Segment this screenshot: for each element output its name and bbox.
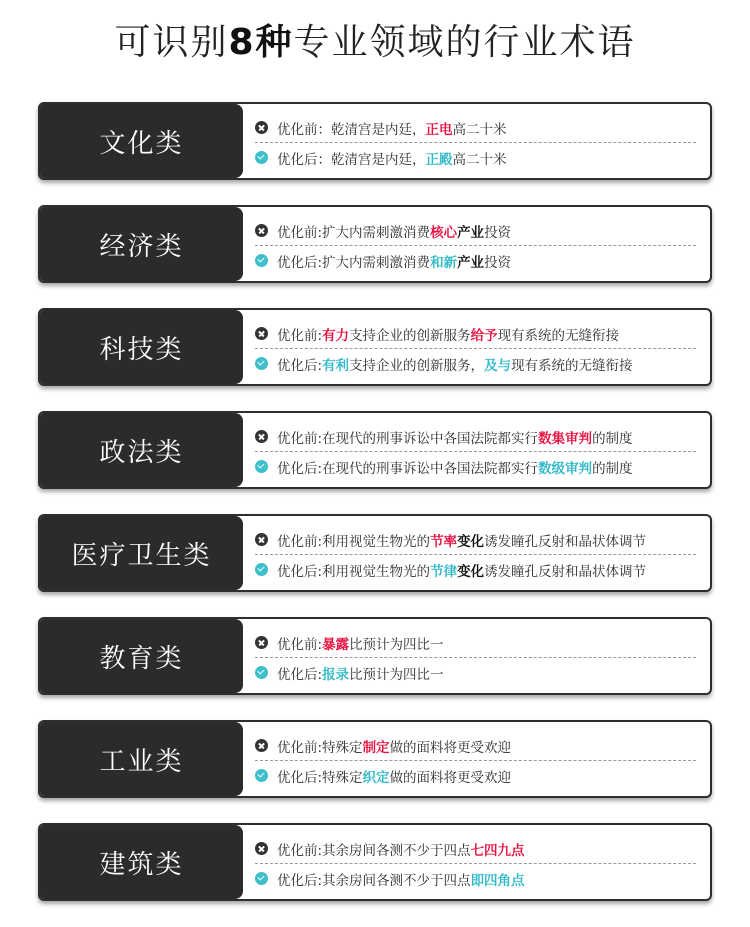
before-line bbox=[255, 113, 696, 143]
check-circle-icon bbox=[255, 460, 268, 473]
check-circle-icon bbox=[255, 254, 268, 267]
before-line bbox=[255, 731, 696, 761]
example-lines bbox=[255, 834, 696, 893]
example-lines bbox=[255, 525, 696, 584]
title-post: 专业领域的行业术语 bbox=[293, 22, 636, 63]
text-segment: 优化前: bbox=[277, 636, 323, 653]
text-segment: 比预计为四比一 bbox=[349, 666, 444, 683]
after-line bbox=[255, 452, 696, 481]
check-circle-icon bbox=[255, 563, 268, 576]
text-segment: 诱发瞳孔反射和晶状体调节 bbox=[484, 563, 647, 580]
text-segment: 现有系统的无缝衔接 bbox=[511, 357, 633, 374]
text-segment: 变化 bbox=[457, 533, 485, 550]
example-lines bbox=[255, 422, 696, 481]
after-line bbox=[255, 864, 696, 893]
category-list bbox=[38, 102, 712, 926]
text-segment: 优化前:扩大内需刺激消费 bbox=[277, 224, 431, 241]
text-segment: 优化后：乾清宫是内廷， bbox=[277, 151, 426, 168]
corrected-term: 节律 bbox=[430, 563, 458, 580]
example-lines bbox=[255, 113, 696, 172]
category-card bbox=[38, 102, 712, 180]
text-segment: 支持企业的创新服务 bbox=[349, 327, 471, 344]
text-segment: 优化后:在现代的刑事诉讼中各国法院都实行 bbox=[277, 460, 539, 477]
text-segment: 优化前:在现代的刑事诉讼中各国法院都实行 bbox=[277, 430, 539, 447]
error-term: 有力 bbox=[322, 327, 350, 344]
check-circle-icon bbox=[255, 666, 268, 679]
category-label: 建筑类 bbox=[40, 825, 243, 899]
text-segment: 做的面料将更受欢迎 bbox=[389, 739, 512, 756]
example-lines bbox=[255, 319, 696, 378]
category-card bbox=[38, 411, 712, 489]
text-segment: 的制度 bbox=[592, 460, 633, 477]
x-circle-icon bbox=[255, 121, 268, 134]
x-circle-icon bbox=[255, 533, 268, 546]
category-card bbox=[38, 205, 712, 283]
corrected-term: 和新 bbox=[430, 254, 458, 271]
x-circle-icon bbox=[255, 430, 268, 443]
text-segment: 优化后: bbox=[277, 357, 323, 374]
text-segment: 优化后:扩大内需刺激消费 bbox=[277, 254, 431, 271]
category-label: 教育类 bbox=[40, 619, 243, 693]
x-circle-icon bbox=[255, 327, 268, 340]
category-card bbox=[38, 823, 712, 901]
before-line bbox=[255, 525, 696, 555]
x-circle-icon bbox=[255, 224, 268, 237]
category-label: 工业类 bbox=[40, 722, 243, 796]
page-title bbox=[0, 14, 750, 65]
check-circle-icon bbox=[255, 151, 268, 164]
text-segment: 投资 bbox=[484, 224, 512, 241]
after-line bbox=[255, 555, 696, 584]
before-line bbox=[255, 628, 696, 658]
corrected-term: 及与 bbox=[484, 357, 512, 374]
category-label: 政法类 bbox=[40, 413, 243, 487]
corrected-term: 有利 bbox=[322, 357, 350, 374]
after-line bbox=[255, 143, 696, 172]
check-circle-icon bbox=[255, 769, 268, 782]
category-card bbox=[38, 514, 712, 592]
error-term: 七四九点 bbox=[470, 842, 525, 859]
x-circle-icon bbox=[255, 739, 268, 752]
category-label: 科技类 bbox=[40, 310, 243, 384]
check-circle-icon bbox=[255, 872, 268, 885]
text-segment: 支持企业的创新服务， bbox=[349, 357, 485, 374]
before-line bbox=[255, 216, 696, 246]
before-line bbox=[255, 319, 696, 349]
text-segment: 变化 bbox=[457, 563, 485, 580]
text-segment: 现有系统的无缝衔接 bbox=[497, 327, 620, 344]
text-segment: 优化后:其余房间各测不少于四点 bbox=[277, 872, 471, 889]
text-segment: 优化后:利用视觉生物光的 bbox=[277, 563, 431, 580]
corrected-term: 即四角点 bbox=[470, 872, 525, 889]
category-card bbox=[38, 720, 712, 798]
before-line bbox=[255, 422, 696, 452]
text-segment: 优化前:其余房间各测不少于四点 bbox=[277, 842, 471, 859]
text-segment: 投资 bbox=[484, 254, 512, 271]
error-term: 制定 bbox=[362, 739, 390, 756]
text-segment: 优化前:特殊定 bbox=[277, 739, 363, 756]
error-term: 核心 bbox=[430, 224, 458, 241]
after-line bbox=[255, 761, 696, 790]
example-lines bbox=[255, 216, 696, 275]
x-circle-icon bbox=[255, 842, 268, 855]
after-line bbox=[255, 246, 696, 275]
text-segment: 做的面料将更受欢迎 bbox=[389, 769, 512, 786]
category-label: 经济类 bbox=[40, 207, 243, 281]
text-segment: 产业 bbox=[457, 254, 485, 271]
text-segment: 优化前: bbox=[277, 327, 323, 344]
corrected-term: 正殿 bbox=[425, 151, 453, 168]
check-circle-icon bbox=[255, 357, 268, 370]
text-segment: 比预计为四比一 bbox=[349, 636, 444, 653]
text-segment: 优化后:特殊定 bbox=[277, 769, 363, 786]
error-term: 数集审判 bbox=[538, 430, 593, 447]
error-term: 暴露 bbox=[322, 636, 350, 653]
title-bold: 8种 bbox=[228, 22, 294, 63]
category-label: 文化类 bbox=[40, 104, 243, 178]
example-lines bbox=[255, 628, 696, 687]
title-pre: 可识别 bbox=[114, 22, 229, 63]
corrected-term: 数级审判 bbox=[538, 460, 593, 477]
after-line bbox=[255, 658, 696, 687]
text-segment: 诱发瞳孔反射和晶状体调节 bbox=[484, 533, 647, 550]
after-line bbox=[255, 349, 696, 378]
error-term: 节率 bbox=[430, 533, 458, 550]
category-label: 医疗卫生类 bbox=[40, 516, 243, 590]
text-segment: 优化后: bbox=[277, 666, 323, 683]
text-segment: 的制度 bbox=[592, 430, 633, 447]
text-segment: 高二十米 bbox=[452, 151, 507, 168]
corrected-term: 报录 bbox=[322, 666, 350, 683]
example-lines bbox=[255, 731, 696, 790]
before-line bbox=[255, 834, 696, 864]
corrected-term: 织定 bbox=[362, 769, 390, 786]
error-term: 给予 bbox=[470, 327, 498, 344]
text-segment: 优化前：乾清宫是内廷， bbox=[277, 121, 426, 138]
category-card bbox=[38, 617, 712, 695]
category-card bbox=[38, 308, 712, 386]
text-segment: 高二十米 bbox=[452, 121, 507, 138]
error-term: 正电 bbox=[425, 121, 453, 138]
x-circle-icon bbox=[255, 636, 268, 649]
text-segment: 产业 bbox=[457, 224, 485, 241]
text-segment: 优化前:利用视觉生物光的 bbox=[277, 533, 431, 550]
